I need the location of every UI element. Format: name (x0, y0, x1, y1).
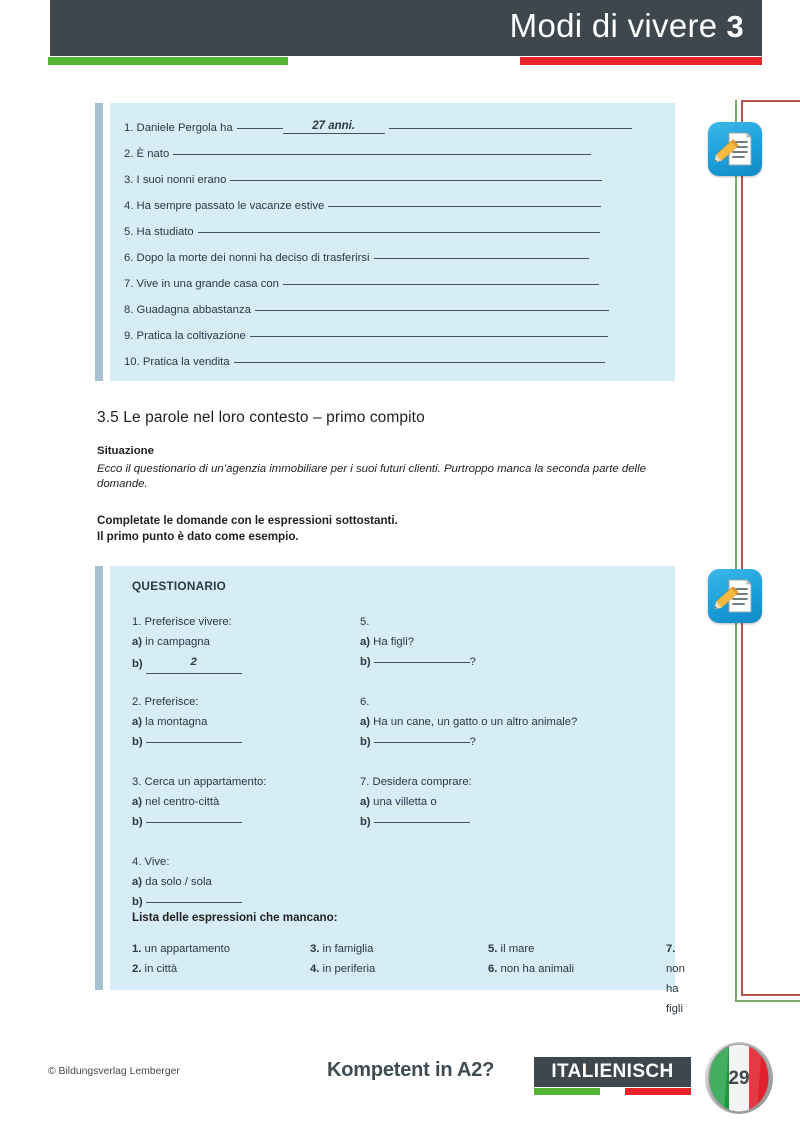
write-task-icon (708, 569, 762, 623)
footer-stripe-red (625, 1088, 691, 1095)
header-banner (50, 0, 762, 56)
questionnaire-option-b (132, 732, 242, 752)
questionnaire-group-number: 3. Cerca un appartamento: (132, 776, 267, 788)
questionnaire-option-a (360, 632, 476, 652)
lista-item-text: in città (141, 963, 178, 975)
questionnaire-group-number: 7. Desidera comprare: (360, 776, 472, 788)
option-a-text: Ha un cane, un gatto o un altro animale? (370, 716, 578, 728)
chapter-number: 3 (726, 9, 744, 44)
exercise-item (124, 300, 662, 326)
language-badge-label: ITALIENISCH (551, 1061, 674, 1082)
example-answer: 27 anni. (283, 120, 385, 134)
lista-item-number: 6. (488, 963, 498, 975)
lista-item (488, 939, 574, 959)
option-b-suffix: ? (469, 736, 476, 748)
language-badge (534, 1057, 691, 1087)
lista-item-number: 1. (132, 943, 142, 955)
lista-item-text: il mare (497, 943, 535, 955)
option-b-label: b) (132, 816, 143, 828)
page-number-badge (702, 1041, 776, 1115)
exercise-item-text: 1. Daniele Pergola ha (124, 122, 233, 134)
exercise-item-text: 8. Guadagna abbastanza (124, 304, 251, 316)
exercise-item-text: 6. Dopo la morte dei nonni ha deciso di trasferirsi (124, 252, 370, 264)
margin-rule-red-horizontal (741, 994, 800, 996)
exercise-item (124, 196, 662, 222)
questionnaire-box (110, 566, 685, 1015)
answer-blank[interactable] (328, 196, 601, 207)
option-b-label: b) (132, 896, 143, 908)
exercise-item-text: 10. Pratica la vendita (124, 356, 230, 368)
page-title-text: Modi di vivere (509, 7, 718, 44)
margin-rule-red-vertical (741, 100, 743, 996)
questionnaire-option-a (360, 712, 577, 732)
answer-blank[interactable] (374, 732, 470, 743)
option-b-label: b) (360, 656, 371, 668)
option-a-label: a) (360, 716, 371, 728)
lista-column (132, 939, 230, 979)
section-heading: 3.5 Le parole nel loro contesto – primo compito (97, 409, 425, 426)
margin-rule-green-horizontal (735, 1000, 800, 1002)
write-task-icon (708, 122, 762, 176)
answer-blank[interactable] (146, 812, 242, 823)
answer-blank[interactable] (374, 652, 470, 663)
questionnaire-option-b (360, 812, 472, 832)
exercise-item-text: 2. È nato (124, 148, 170, 160)
questionnaire-group (132, 612, 242, 674)
option-a-text: nel centro-città (142, 796, 220, 808)
exercise-item (124, 248, 662, 274)
questionnaire-option-a (132, 872, 242, 892)
exercise-item-text: 7. Vive in una grande casa con (124, 278, 279, 290)
option-a-label: a) (360, 796, 371, 808)
exercise-item (124, 118, 662, 144)
situazione-text: Ecco il questionario di un’agenzia immobiliare per i suoi futuri clienti. Purtroppo manca la seconda parte delle domande. (97, 463, 646, 491)
questionnaire-option-b (132, 812, 266, 832)
lista-item-text: non ha animali (497, 963, 575, 975)
lista-item (666, 939, 685, 1019)
answer-blank[interactable] (237, 118, 283, 129)
lista-item (310, 959, 375, 979)
exercise-item-text: 4. Ha sempre passato le vacanze estive (124, 200, 325, 212)
header-stripe-red (520, 57, 762, 65)
lista-item-text: in famiglia (319, 943, 374, 955)
questionnaire-title: QUESTIONARIO (132, 579, 227, 593)
footer-copyright: © Bildungsverlag Lemberger (48, 1066, 180, 1077)
questionnaire-option-b (132, 892, 242, 912)
answer-blank[interactable] (230, 170, 602, 181)
margin-rule-green-vertical (735, 100, 737, 1002)
lista-item-text: un appartamento (141, 943, 230, 955)
questionnaire-option-a (132, 792, 266, 812)
answer-blank[interactable] (374, 812, 470, 823)
lista-item (132, 939, 230, 959)
questionnaire-option-b (360, 652, 476, 672)
answer-blank[interactable] (389, 118, 632, 129)
questionnaire-group (132, 772, 266, 832)
questionnaire-option-b (132, 652, 242, 674)
lista-column (488, 939, 574, 979)
instructions (97, 513, 677, 546)
footer-stripe-green (534, 1088, 600, 1095)
lista-item-text: non ha figli (666, 963, 685, 1015)
answer-blank[interactable] (255, 300, 609, 311)
page-number: 29 (728, 1068, 750, 1089)
answer-blank[interactable] (250, 326, 608, 337)
lista-item-number: 5. (488, 943, 498, 955)
option-b-label: b) (360, 736, 371, 748)
exercise-accent-bar (95, 103, 103, 381)
option-a-label: a) (132, 716, 143, 728)
questionnaire-option-b (360, 732, 577, 752)
questionnaire-option-a (360, 792, 472, 812)
lista-item-text: in periferia (319, 963, 376, 975)
answer-blank[interactable] (146, 892, 242, 903)
option-a-text: da solo / sola (142, 876, 212, 888)
answer-blank[interactable] (283, 274, 599, 285)
instruction-line-1: Completate le domande con le espressioni sottostanti. (97, 514, 398, 527)
questionnaire-group-number: 4. Vive: (132, 856, 170, 868)
questionnaire-group (132, 692, 242, 752)
questionnaire-group (360, 772, 472, 832)
exercise-item (124, 170, 662, 196)
option-a-label: a) (132, 636, 143, 648)
questionnaire-group (360, 692, 577, 752)
option-a-text: una villetta o (370, 796, 437, 808)
option-b-label: b) (360, 816, 371, 828)
header-stripe-green (48, 57, 288, 65)
option-a-text: Ha figli? (370, 636, 414, 648)
exercise-item (124, 326, 662, 352)
questionnaire-accent-bar (95, 566, 103, 990)
situazione-label: Situazione (97, 445, 154, 457)
answer-blank[interactable] (198, 222, 600, 233)
questionnaire-group-number: 6. (360, 696, 370, 708)
exercise-item-text: 9. Pratica la coltivazione (124, 330, 246, 342)
exercise-item-text: 5. Ha studiato (124, 226, 194, 238)
lista-item (310, 939, 375, 959)
option-a-label: a) (132, 796, 143, 808)
lista-item (132, 959, 230, 979)
option-b-suffix: ? (469, 656, 476, 668)
option-a-text: in campagna (142, 636, 210, 648)
option-a-text: la montagna (142, 716, 208, 728)
option-a-label: a) (360, 636, 371, 648)
answer-blank[interactable] (146, 732, 242, 743)
questionnaire-option-a (132, 632, 242, 652)
option-b-label: b) (132, 658, 143, 670)
lista-column (666, 939, 685, 1019)
questionnaire-group-number: 2. Preferisce: (132, 696, 199, 708)
lista-item-number: 7. (666, 943, 676, 955)
questionnaire-group-number: 1. Preferisce vivere: (132, 616, 232, 628)
option-b-label: b) (132, 736, 143, 748)
footer-kompetent-label: Kompetent in A2? (327, 1059, 495, 1081)
example-answer: 2 (146, 652, 242, 674)
lista-item (488, 959, 574, 979)
lista-item-number: 3. (310, 943, 320, 955)
questionnaire-group (132, 852, 242, 912)
questionnaire-group (360, 612, 476, 672)
lista-item-number: 2. (132, 963, 142, 975)
page-title (510, 7, 744, 45)
option-a-label: a) (132, 876, 143, 888)
questionnaire-group-number: 5. (360, 616, 370, 628)
exercise-item-text: 3. I suoi nonni erano (124, 174, 227, 186)
answer-blank[interactable] (173, 144, 591, 155)
exercise-item (124, 222, 662, 248)
exercise-box (110, 103, 675, 381)
exercise-item (124, 352, 662, 378)
lista-item-number: 4. (310, 963, 320, 975)
margin-rule-red-top (741, 100, 800, 102)
lista-column (310, 939, 375, 979)
exercise-item (124, 144, 662, 170)
answer-blank[interactable] (374, 248, 589, 259)
questionnaire-option-a (132, 712, 242, 732)
answer-blank[interactable] (234, 352, 605, 363)
instruction-line-2: Il primo punto è dato come esempio. (97, 530, 299, 544)
exercise-item (124, 274, 662, 300)
lista-heading: Lista delle espressioni che mancano: (132, 911, 338, 924)
